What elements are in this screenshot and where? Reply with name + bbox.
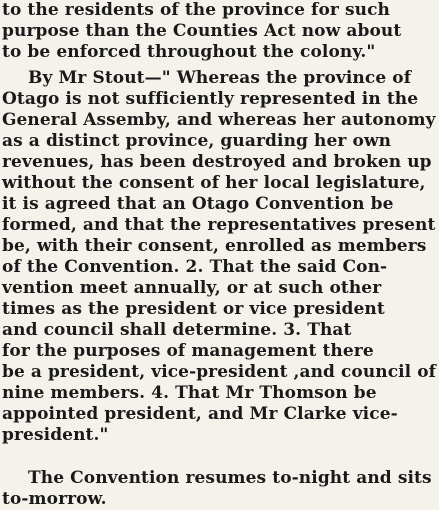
text-line: Otago is not sufficiently represented in the [2,89,419,109]
text-line: be a president, vice-president ,and council of [2,362,437,382]
text-line: appointed president, and Mr Clarke vice- [2,404,398,424]
text-line: purpose than the Counties Act now about [2,21,402,41]
text-line: without the consent of her local legislature, [2,173,426,193]
text-line: it is agreed that an Otago Convention be [2,194,394,214]
text-line: revenues, has been destroyed and broken up [2,152,432,172]
text-line: vention meet annually, or at such other [2,278,382,298]
text-line: to be enforced throughout the colony." [2,42,376,62]
text-line: to the residents of the province for such [2,0,391,20]
text-line: times as the president or vice president [2,299,385,319]
text-line: By Mr Stout—" Whereas the province of [28,68,412,88]
text-line: and council shall determine. 3. That [2,320,352,340]
text-line: General Assemby, and whereas her autonomy [2,110,436,130]
text-line: of the Convention. 2. That the said Con- [2,257,388,277]
text-line: for the purposes of management there [2,341,374,361]
text-line: to-morrow. [2,489,107,509]
text-line: formed, and that the representatives present [2,215,436,235]
text-line: The Convention resumes to-night and sits [28,468,432,488]
text-line: president." [2,425,109,445]
text-line: nine members. 4. That Mr Thomson be [2,383,377,403]
text-line: be, with their consent, enrolled as members [2,236,427,256]
text-line: as a distinct province, guarding her own [2,131,392,151]
